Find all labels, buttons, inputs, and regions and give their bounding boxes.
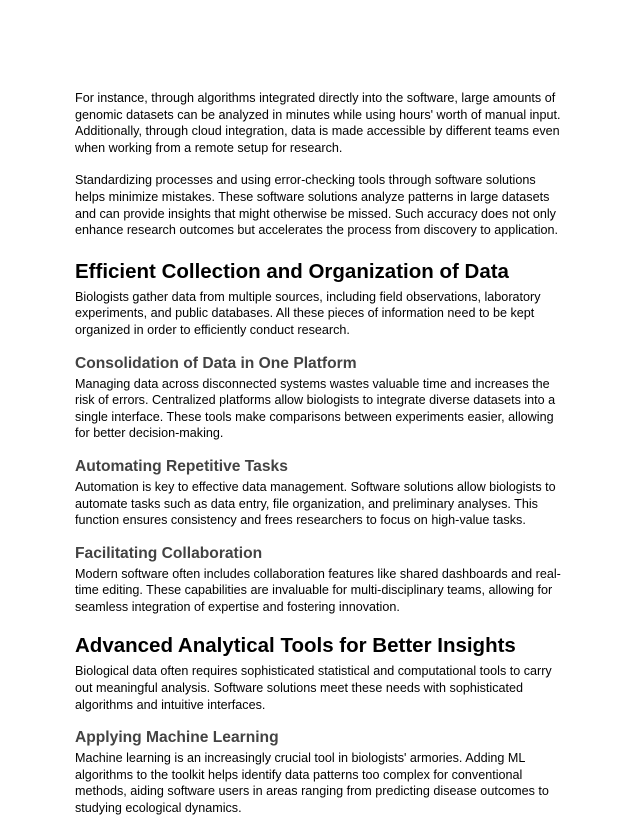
subheading-consolidation: Consolidation of Data in One Platform [75, 354, 357, 372]
intro-paragraph-2: Standardizing processes and using error-checking tools through software solutions helps minimize mistakes. These software solutions analyze patterns in large datasets and can provide insights that might otherwise be missed. Such accuracy does not only enhance research outcomes but accelerates the process from discovery to application. [75, 173, 559, 238]
intro-paragraph-1: For instance, through algorithms integrated directly into the software, large amounts of genomic datasets can be analyzed in minutes while using hours' worth of manual input. Additionally, through cloud integration, data is made accessible by different teams even when working from a remote setup for research. [75, 91, 561, 155]
section-heading-data-collection: Efficient Collection and Organization of Data [75, 259, 509, 283]
section-body-analytical-tools: Biological data often requires sophisticated statistical and computational tools to carry out meaningful analysis. Software solutions meet these needs with sophisticated algorithms and intuitive interfaces. [75, 664, 552, 712]
subheading-machine-learning: Applying Machine Learning [75, 729, 279, 747]
body-collaboration: Modern software often includes collaboration features like shared dashboards and real-time editing. These capabilities are invaluable for multi-disciplinary teams, allowing for seamless integration of expertise and fostering innovation. [75, 566, 561, 614]
body-consolidation: Managing data across disconnected systems wastes valuable time and increases the risk of errors. Centralized platforms allow biologists to integrate diverse datasets into a single interface. These tools make comparisons between experiments easier, allowing for better decision-making. [75, 376, 556, 441]
body-machine-learning: Machine learning is an increasingly crucial tool in biologists' armories. Adding ML algorithms to the toolkit helps identify data patterns too complex for conventional methods, aiding software users in areas ranging from predicting disease outcomes to studying ecological dynamics. [75, 751, 549, 816]
document-page [75, 90, 565, 817]
section-body-data-collection: Biologists gather data from multiple sources, including field observations, laboratory experiments, and public databases. All these pieces of information need to be kept organized in order to efficiently conduct research. [75, 289, 541, 337]
body-automation: Automation is key to effective data management. Software solutions allow biologists to automate tasks such as data entry, file organization, and preliminary analyses. This function ensures consistency and frees researchers to focus on high-value tasks. [75, 479, 556, 528]
subheading-collaboration: Facilitating Collaboration [75, 544, 263, 562]
section-heading-analytical-tools: Advanced Analytical Tools for Better Insights [75, 634, 516, 658]
subheading-automation: Automating Repetitive Tasks [75, 457, 288, 475]
